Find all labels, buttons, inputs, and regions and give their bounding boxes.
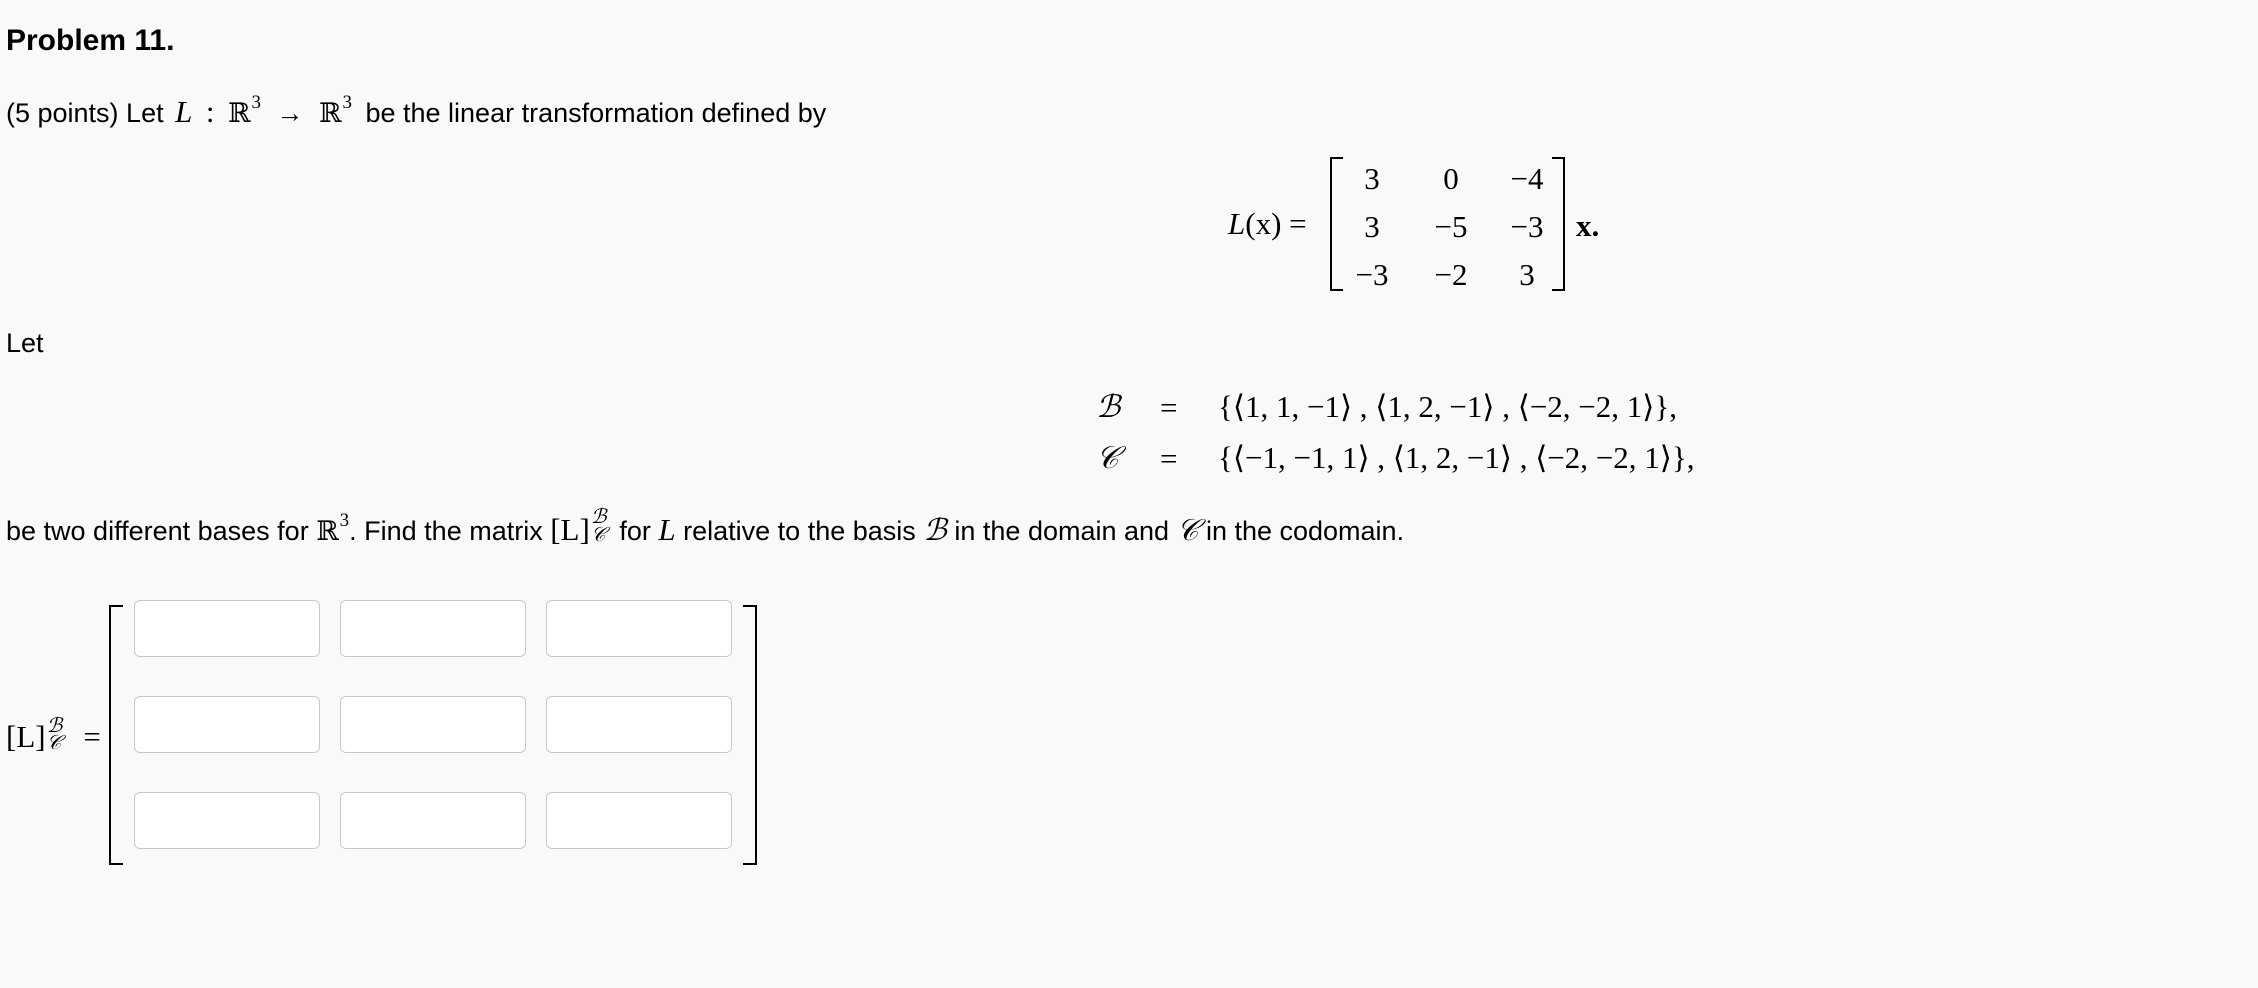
problem-title: Problem 11. [6,24,175,57]
transformation-matrix [1330,157,1565,291]
intro-domain-exp: 3 [251,92,261,113]
basis-B-equals: = [1160,390,1178,425]
question-C: 𝒞 [1176,514,1199,547]
basis-B-symbol: ℬ [1096,389,1121,424]
answer-input-r1c3[interactable] [546,600,732,657]
let-label: Let [6,328,44,358]
intro-points: (5 points) Let [6,98,164,128]
matrix-cell: 3 [1364,161,1380,196]
answer-label-scripts [46,715,68,754]
matrix-cell: −3 [1510,209,1544,244]
answer-input-r3c1[interactable] [134,792,320,849]
answer-input-r1c2[interactable] [340,600,526,657]
answer-right-bracket [743,605,757,865]
matrix-cell: −4 [1510,161,1544,196]
basis-C-symbol: 𝒞 [1096,440,1119,475]
matrix-cell: 0 [1443,161,1459,196]
intro-codomain-exp: 3 [342,92,352,113]
intro-colon: : [205,94,215,129]
answer-input-r3c2[interactable] [340,792,526,849]
question-matrix-sup: ℬ [590,506,607,528]
question-matrix-symbol: [L] [550,512,590,547]
matrix-cell: −3 [1355,257,1389,292]
answer-label-sup: ℬ [46,715,63,737]
answer-label [6,715,101,755]
transformation-L: L [1228,206,1246,241]
answer-label-symbol: [L] [6,719,46,754]
basis-B-value: {⟨1, 1, −1⟩ , ⟨1, 2, −1⟩ , ⟨−2, −2, 1⟩}, [1218,389,1678,424]
question-matrix-scripts [590,506,612,546]
answer-input-r1c1[interactable] [134,600,320,657]
question-L: L [658,512,676,547]
transformation-lhs [1228,206,1307,242]
question-matrix-sub: 𝒞 [590,524,606,546]
question-part3: for [619,516,651,546]
intro-arrow: → [276,98,304,128]
intro-L: L [175,94,193,129]
basis-C-value: {⟨−1, −1, 1⟩ , ⟨1, 2, −1⟩ , ⟨−2, −2, 1⟩}, [1218,440,1695,475]
question-part2: . Find the matrix [349,516,543,546]
answer-input-r2c1[interactable] [134,696,320,753]
question-R-exp: 3 [339,510,350,531]
answer-label-equals: = [83,719,101,754]
answer-input-r3c3[interactable] [546,792,732,849]
matrix-cell: 3 [1364,209,1380,244]
question-B: ℬ [923,514,947,547]
intro-domain: ℝ [228,98,251,129]
intro-line [6,92,826,130]
transformation-rhs: x. [1576,208,1600,243]
intro-tail: be the linear transformation defined by [365,98,827,128]
answer-left-bracket [109,605,123,865]
answer-input-r2c3[interactable] [546,696,732,753]
matrix-cell: −2 [1434,257,1468,292]
answer-input-r2c2[interactable] [340,696,526,753]
basis-C-equals: = [1160,441,1178,476]
question-part4: relative to the basis [683,516,916,546]
intro-codomain: ℝ [319,98,342,129]
matrix-cell: −5 [1434,209,1468,244]
matrix-cell: 3 [1519,257,1535,292]
question-R: ℝ [316,516,339,547]
question-line [6,506,1405,548]
transformation-arg: (x) = [1245,206,1307,241]
answer-label-sub: 𝒞 [46,732,62,754]
question-part5: in the domain and [954,516,1170,546]
question-part6: in the codomain. [1205,516,1405,546]
question-part1: be two different bases for [6,516,309,546]
